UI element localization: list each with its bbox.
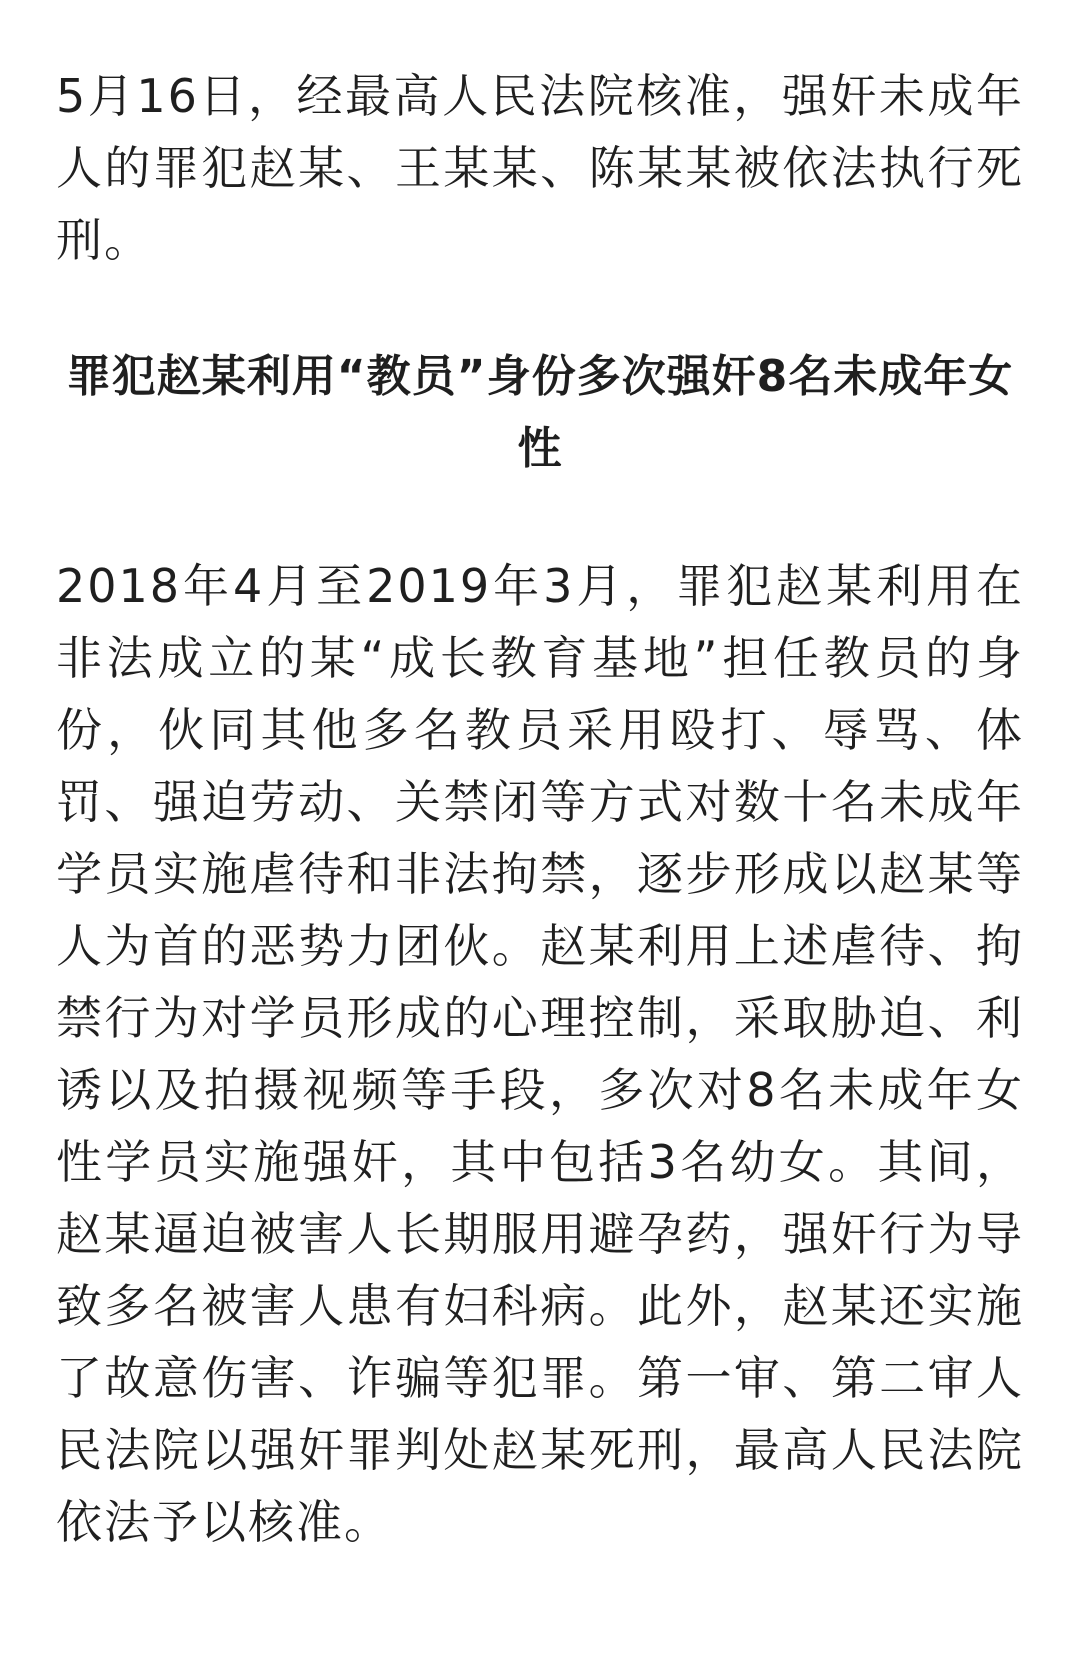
intro-paragraph: 5月16日，经最高人民法院核准，强奸未成年人的罪犯赵某、王某某、陈某某被依法执行死刑。	[56, 69, 1024, 267]
section-heading: 罪犯赵某利用“教员”身份多次强奸8名未成年女性	[66, 351, 1014, 474]
body-paragraph: 2018年4月至2019年3月，罪犯赵某利用在非法成立的某“成长教育基地”担任教员的身份，伙同其他多名教员采用殴打、辱骂、体罚、强迫劳动、关禁闭等方式对数十名未成年学员实施虐待和非法拘禁，逐步形成以赵某等人为首的恶势力团伙。赵某利用上述虐待、拘禁行为对学员形成的心理控制，采取胁迫、利诱以及拍摄视频等手段，多次对8名未成年女性学员实施强奸，其中包括3名幼女。其间，赵某逼迫被害人长期服用避孕药，强奸行为导致多名被害人患有妇科病。此外，赵某还实施了故意伤害、诈骗等犯罪。第一审、第二审人民法院以强奸罪判处赵某死刑，最高人民法院依法予以核准。	[56, 559, 1024, 1549]
article	[56, 60, 1024, 1558]
